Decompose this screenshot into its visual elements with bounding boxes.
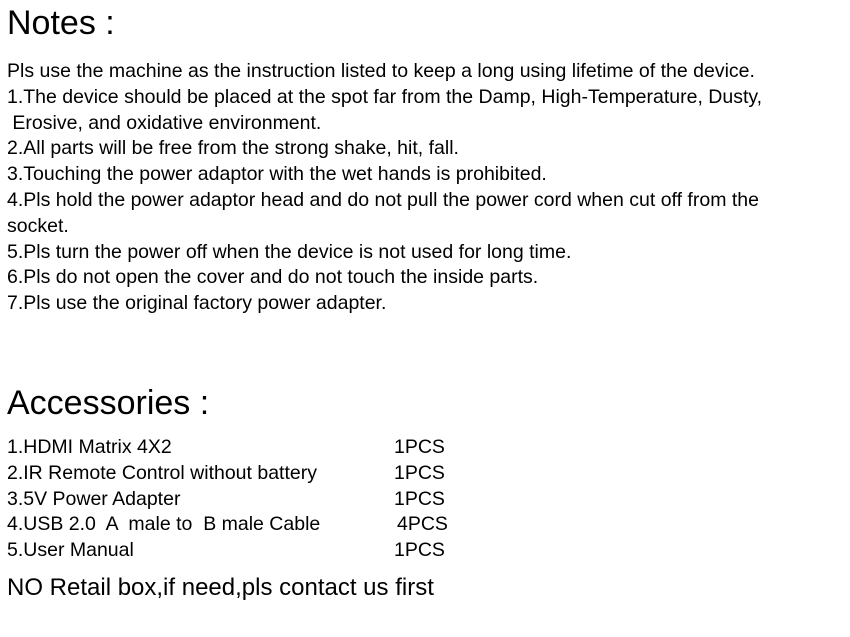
accessory-name: 3.5V Power Adapter <box>7 487 181 510</box>
notes-list <box>7 59 847 317</box>
accessory-qty: 1PCS <box>394 436 445 458</box>
accessory-qty: 4PCS <box>397 513 448 536</box>
note-line: 5.Pls turn the power off when the device is not used for long time. <box>7 240 572 263</box>
notes-heading: Notes : <box>7 4 115 42</box>
accessories-heading: Accessories : <box>7 384 210 422</box>
accessories-list <box>7 435 507 564</box>
note-line: 4.Pls hold the power adaptor head and do not pull the power cord when cut off from the <box>7 188 759 211</box>
note-line: 3.Touching the power adaptor with the wet hands is prohibited. <box>7 163 547 186</box>
accessory-name: 5.User Manual <box>7 539 134 562</box>
note-line: 6.Pls do not open the cover and do not touch the inside parts. <box>7 266 539 289</box>
note-line: 7.Pls use the original factory power adapter. <box>7 292 387 315</box>
accessory-qty: 1PCS <box>394 539 445 562</box>
accessory-name: 1.HDMI Matrix 4X2 <box>7 436 172 458</box>
accessory-qty: 1PCS <box>394 487 445 510</box>
accessory-name: 4.USB 2.0 A male to B male Cable <box>7 513 321 536</box>
accessory-qty: 1PCS <box>394 461 445 484</box>
note-line: socket. <box>7 214 69 237</box>
accessory-item <box>7 461 507 487</box>
accessory-item <box>7 512 507 538</box>
note-line: 1.The device should be placed at the spot far from the Damp, High-Temperature, Dusty, <box>7 85 763 108</box>
accessory-name: 2.IR Remote Control without battery <box>7 461 317 484</box>
accessory-item <box>7 487 507 513</box>
retail-box-note: NO Retail box,if need,pls contact us first <box>7 574 434 601</box>
note-line: Erosive, and oxidative environment. <box>7 111 322 134</box>
note-line: Pls use the machine as the instruction listed to keep a long using lifetime of the device. <box>7 60 755 82</box>
note-line: 2.All parts will be free from the strong shake, hit, fall. <box>7 137 459 160</box>
accessory-item <box>7 538 507 564</box>
accessory-item <box>7 435 507 461</box>
